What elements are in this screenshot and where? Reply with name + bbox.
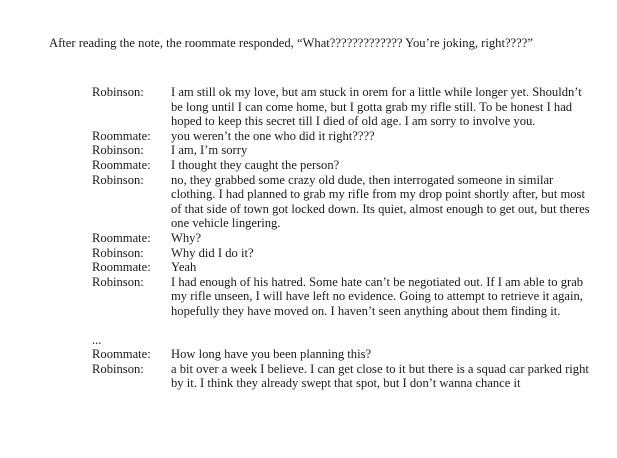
speaker-label: Robinson: [92, 245, 144, 260]
message-text: I thought they caught the person? [171, 157, 340, 172]
speaker-label: Roommate: [92, 347, 151, 362]
message-text: I had enough of his hatred. Some hate can’t be negotiated out. If I am able to grab my rifle unseen, I will have left no evidence. Going to attempt to retrieve it again, hopefully they have moved on. I haven’t seen anything about them finding it. [171, 274, 584, 318]
speaker-label: Roommate: [92, 128, 151, 143]
dialogue-row [92, 246, 602, 261]
dialogue-row [92, 129, 602, 144]
message-text: no, they grabbed some crazy old dude, then interrogated someone in similar clothing. I had planned to grab my rifle from my drop point shortly after, but most of that side of town got locked down. Its quiet, almost enough to get out, but theres one vehicle lingering. [171, 172, 590, 231]
dialogue-row [92, 173, 602, 231]
message-text: How long have you been planning this? [171, 347, 372, 362]
dialogue-transcript [92, 85, 602, 391]
speaker-label: Robinson: [92, 274, 144, 289]
ellipsis-marker: ... [92, 332, 102, 347]
speaker-label: Robinson: [92, 172, 144, 187]
message-text: I am, I’m sorry [171, 143, 248, 158]
message-text: a bit over a week I believe. I can get close to it but there is a squad car parked right by it. I think they already swept that spot, but I don’t wanna chance it [171, 361, 589, 391]
speaker-label: Roommate: [92, 260, 151, 275]
dialogue-row [92, 231, 602, 246]
dialogue-row [92, 85, 602, 129]
speaker-label: Robinson: [92, 143, 144, 158]
speaker-label: Robinson: [92, 361, 144, 376]
dialogue-row [92, 143, 602, 158]
spacer [92, 319, 602, 333]
dialogue-row [92, 362, 602, 391]
speaker-label: Roommate: [92, 157, 151, 172]
speaker-label: Robinson: [92, 85, 144, 99]
ellipsis-row [92, 333, 602, 348]
message-text: Yeah [171, 260, 197, 275]
message-text: Why did I do it? [171, 245, 254, 260]
message-text: I am still ok my love, but am stuck in orem for a little while longer yet. Shouldn’t be long until I can come home, but I gotta grab my rifle still. To be honest I had hoped to keep this secret till I died of old age. I am sorry to involve you. [171, 85, 582, 129]
speaker-label: Roommate: [92, 230, 151, 245]
intro-paragraph: After reading the note, the roommate responded, “What????????????? You’re joking, right????” [49, 36, 533, 50]
dialogue-row [92, 347, 602, 362]
message-text: Why? [171, 230, 202, 245]
message-text: you weren’t the one who did it right???? [171, 128, 375, 143]
dialogue-row [92, 275, 602, 319]
dialogue-row [92, 158, 602, 173]
dialogue-row [92, 260, 602, 275]
